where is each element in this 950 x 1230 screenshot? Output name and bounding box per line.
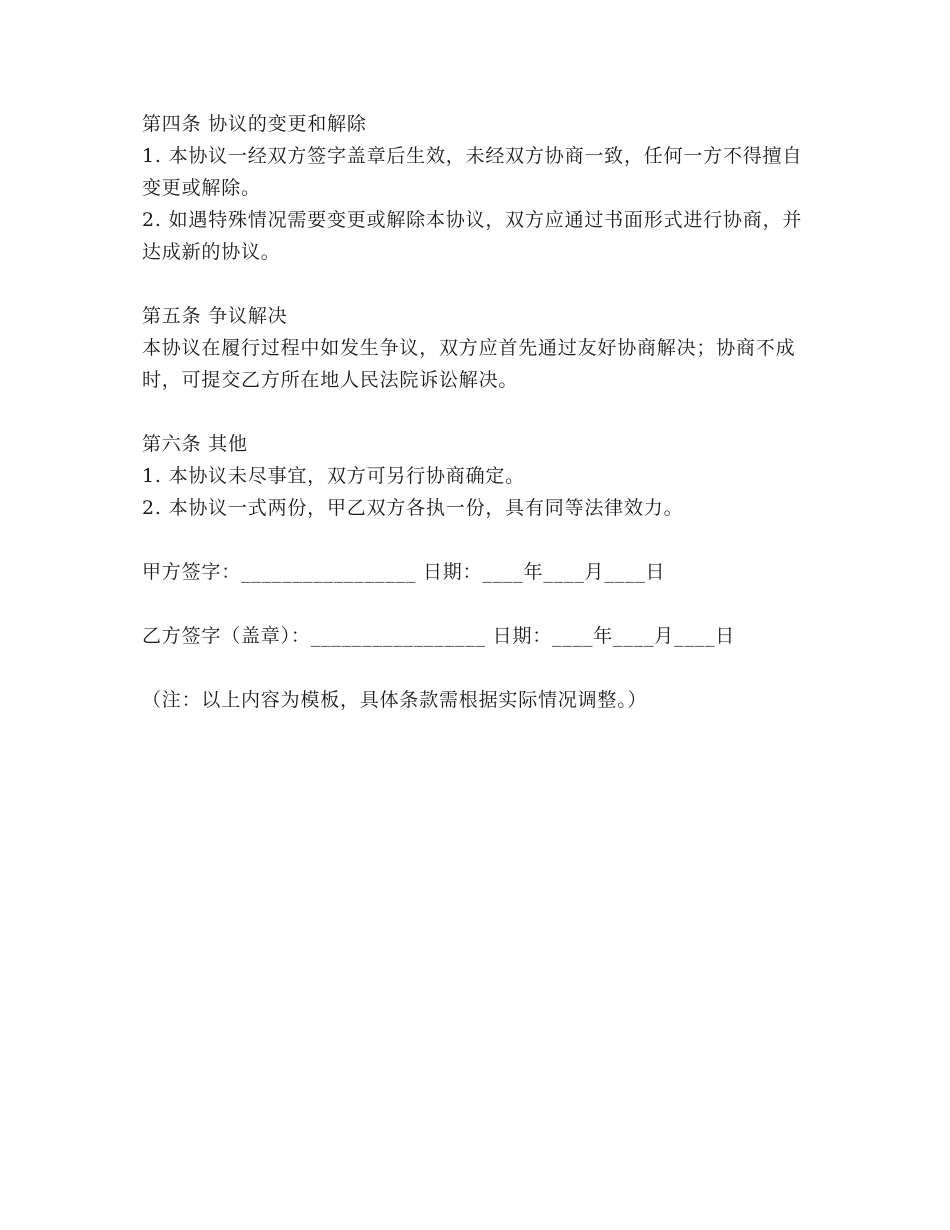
section-paragraph: 2. 如遇特殊情况需要变更或解除本协议，双方应通过书面形式进行协商，并达成新的协议。 — [142, 209, 803, 263]
section-paragraph: 1. 本协议未尽事宜，双方可另行协商确定。 — [142, 465, 525, 487]
section-heading: 第五条 争议解决 — [142, 305, 288, 327]
section-article-4 — [142, 108, 812, 268]
section-article-5 — [142, 300, 812, 396]
section-paragraph: 本协议在履行过程中如发生争议，双方应首先通过友好协商解决；协商不成时，可提交乙方所在地人民法院诉讼解决。 — [142, 337, 796, 391]
document-body — [142, 108, 812, 716]
section-heading: 第六条 其他 — [142, 433, 248, 455]
party-b-signature-line: 乙方签字（盖章）：_________________ 日期：____年____月____日 — [142, 625, 736, 647]
template-note: （注：以上内容为模板，具体条款需根据实际情况调整。） — [142, 689, 648, 711]
party-a-signature-line: 甲方签字：_________________ 日期：____年____月____日 — [142, 561, 666, 583]
section-paragraph: 1. 本协议一经双方签字盖章后生效，未经双方协商一致，任何一方不得擅自变更或解除。 — [142, 145, 803, 199]
section-paragraph: 2. 本协议一式两份，甲乙双方各执一份，具有同等法律效力。 — [142, 497, 684, 519]
section-article-6 — [142, 428, 812, 524]
section-heading: 第四条 协议的变更和解除 — [142, 113, 367, 135]
